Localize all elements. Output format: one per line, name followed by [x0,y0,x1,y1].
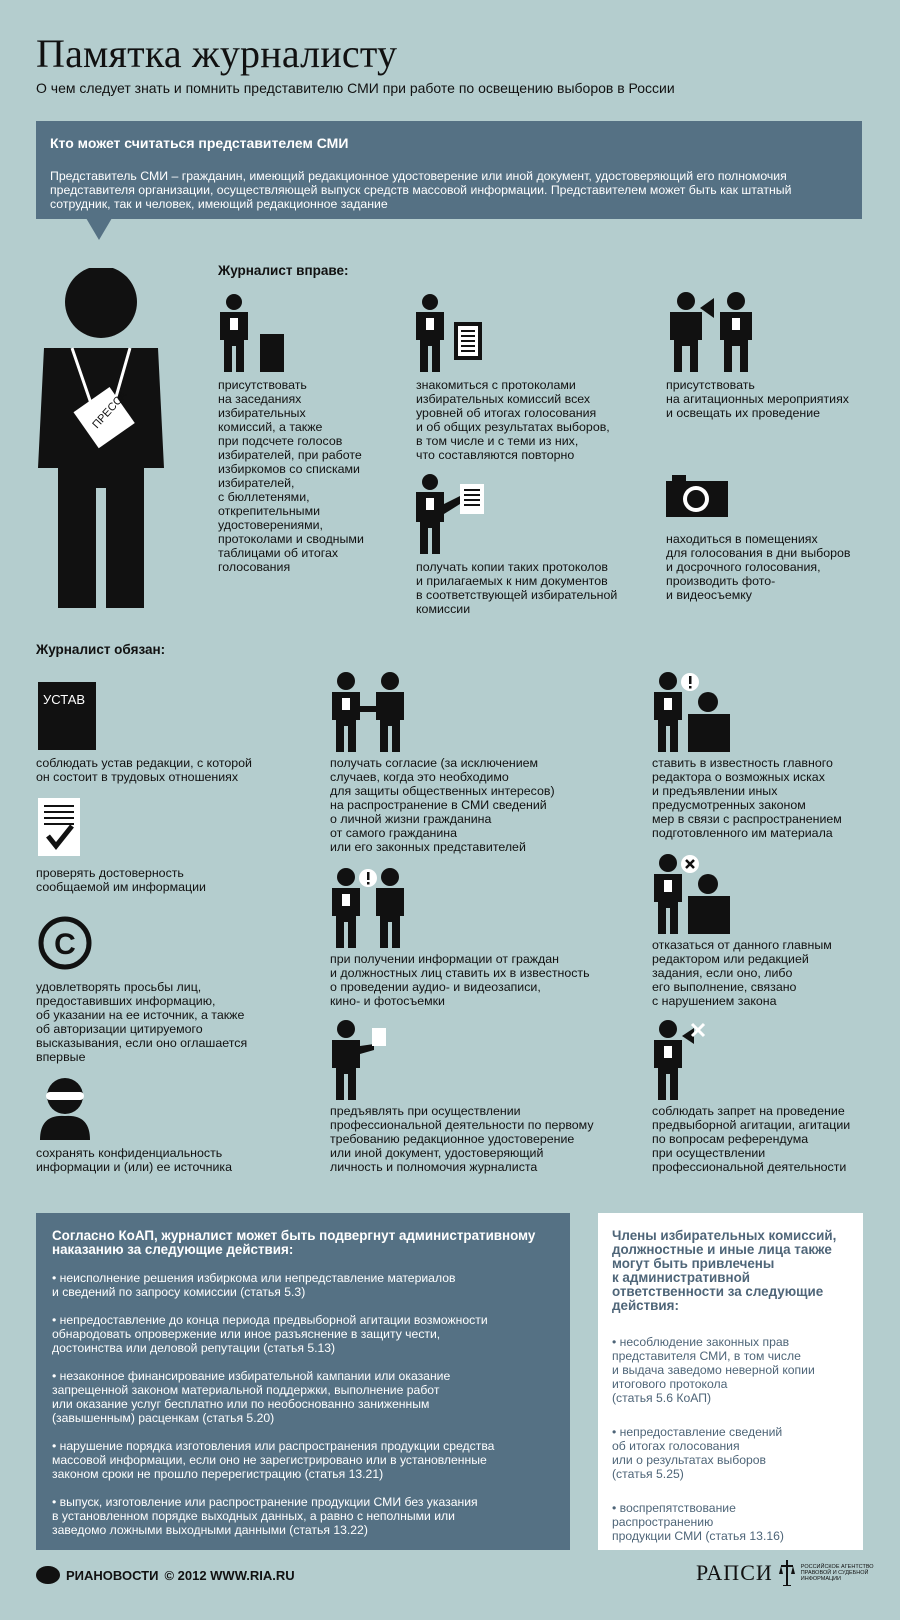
commission-heading: Члены избирательных комиссий, должностные и иные лица также могут быть привлечены к административной ответственности за следующие действия: [612,1228,837,1313]
handshake-icon [330,672,406,752]
journalist-figure-icon [36,268,166,608]
duty-item-7: предъявлять при осуществлении профессиональной деятельности по первому требованию редакционное удостоверение или иной документ, удостоверяющий личность и полномочия журналиста [330,1104,594,1174]
commission-box [598,1213,863,1550]
who-box-pointer [86,218,112,240]
rights-item-1: присутствовать на заседаниях избирательных комиссий, а также при подсчете голосов избирателей, при работе избиркомов со списками избирателей, с бюллетенями, открепительными удостоверениями, протоколами и сводными таблицами об итогах голосования [218,378,364,574]
commission-item-2: • непредоставление сведений об итогах голосования или о результатах выборов (статья 5.25) [612,1425,849,1481]
press-badge-label: ПРЕССА [90,389,130,431]
page-title: Памятка журналисту [36,31,398,76]
commission-item-1: • несоблюдение законных прав представителя СМИ, в том числе и выдача заведомо неверной копии итогового протокола (статья 5.6 КоАП) [612,1335,849,1405]
rights-item-2: знакомиться с протоколами избирательных комиссий всех уровней об итогах голосования и об общих результатах выборов, в том числе и с теми из них, что составляются повторно [416,378,610,462]
no-agitation-icon [652,1020,712,1100]
duty-item-10: соблюдать запрет на проведение предвыборной агитации, агитации по вопросам референдума при осуществлении профессиональной деятельности [652,1104,851,1174]
rights-item-3: присутствовать на агитационных мероприятиях и освещать их проведение [666,378,849,420]
who-box [36,121,862,219]
ria-brand: РИАНОВОСТИ [66,1567,159,1583]
duties-heading: Журналист обязан: [36,642,166,657]
page-subtitle: О чем следует знать и помнить представителю СМИ при работе по освещению выборов в России [36,80,675,96]
refuse-task-icon [652,854,732,934]
duty-item-8: ставить в известность главного редактора о возможных исках и предъявлении иных предусмотренных законом мер в связи с распространением подготовленного им материала [652,756,842,840]
rights-item-4: получать копии таких протоколов и прилагаемых к ним документов в соответствующей избирательной комиссии [416,560,618,616]
rights-agitation-icon [670,292,760,372]
koap-item-2: • непредоставление до конца периода предвыборной агитации возможности обнародовать опровержение или иное разъяснение в защиту чести, достоинства или деловой репутации (статья 5.13) [52,1313,554,1355]
koap-item-4: • нарушение порядка изготовления или распространения продукции средства массовой информации, если оно не зарегистрировано или в установленные законом сроки не прошло перерегистрацию (статья 13.21) [52,1439,554,1481]
who-text: Представитель СМИ – гражданин, имеющий редакционное удостоверение или иной документ, удостоверяющий его полномочия представителя организации, осуществляющей выпуск средств массовой информации. Представителем может быть как штатный сотрудник, так и человек, имеющий редакционное задание [50,169,792,211]
masked-person-icon [38,1078,92,1140]
koap-heading: Согласно КоАП, журналист может быть подвергнут административному наказанию за следующие действия: [52,1228,536,1257]
copyright-icon [38,916,92,970]
rights-heading: Журналист вправе: [218,263,349,278]
svg-text:C: C [54,928,76,961]
koap-item-5: • выпуск, изготовление или распространение продукции СМИ без указания в установленном порядке выходных данных, а равно с неполными или заведомо ложными выходными данными (статья 13.22) [52,1495,554,1537]
footer-rapsi [696,1560,879,1586]
duty-item-4: сохранять конфиденциальность информации и (или) ее источника [36,1146,232,1174]
rights-attend-icon [218,294,288,372]
checklist-icon [38,798,80,856]
camera-icon [666,475,728,517]
koap-item-3: • незаконное финансирование избирательной кампании или оказание запрещенной законом материальной поддержки, выполнение работ или оказание услуг бесплатно или по необоснованно заниженным (завышенным) расценкам (статья 5.20) [52,1369,554,1425]
ria-logo-icon [36,1566,60,1584]
commission-item-3: • воспрепятствование распространению продукции СМИ (статья 13.16) [612,1501,849,1543]
notify-editor-icon [652,672,732,752]
rights-copies-icon [416,474,486,554]
ustav-label: УСТАВ [43,692,86,707]
duty-item-6: при получении информации от граждан и должностных лиц ставить их в известность о проведении аудио- и видеозаписи, кино- и фотосъемки [330,952,590,1008]
duty-item-3: удовлетворять просьбы лиц, предоставивших информацию, об указании на ее источник, а также об авторизации цитируемого высказывания, если оно оглашается впервые [36,980,248,1064]
koap-item-1: • неисполнение решения избиркома или непредставление материалов и сведений по запросу комиссии (статья 5.3) [52,1271,554,1299]
rapsi-subtitle: РОССИЙСКОЕ АГЕНТСТВО ПРАВОВОЙ И СУДЕБНОЙ ИНФОРМАЦИИ [800,1564,874,1582]
show-id-icon [330,1020,390,1100]
ustav-icon [38,682,96,750]
rapsi-emblem-icon [779,1560,795,1586]
notify-recording-icon [330,868,406,948]
duty-item-2: проверять достоверность сообщаемой им информации [36,866,206,894]
duty-item-5: получать согласие (за исключением случаев, когда это необходимо для защиты общественных интересов) на распространение в СМИ сведений о личной жизни гражданина от самого гражданина или его законных представителей [330,756,555,854]
rights-item-5: находиться в помещениях для голосования в дни выборов и досрочного голосования, производить фото- и видеосъемку [666,532,851,602]
duty-item-1: соблюдать устав редакции, с которой он состоит в трудовых отношениях [36,756,252,784]
duty-item-9: отказаться от данного главным редактором или редакцией задания, если оно, либо его выполнение, связано с нарушением закона [652,938,832,1008]
ria-copyright: © 2012 WWW.RIA.RU [164,1567,295,1583]
rapsi-logo: РАПСИ [696,1560,773,1585]
koap-box [36,1213,570,1550]
who-heading: Кто может считаться представителем СМИ [50,135,349,151]
footer-ria [36,1566,295,1584]
rights-protocols-icon [416,294,486,372]
